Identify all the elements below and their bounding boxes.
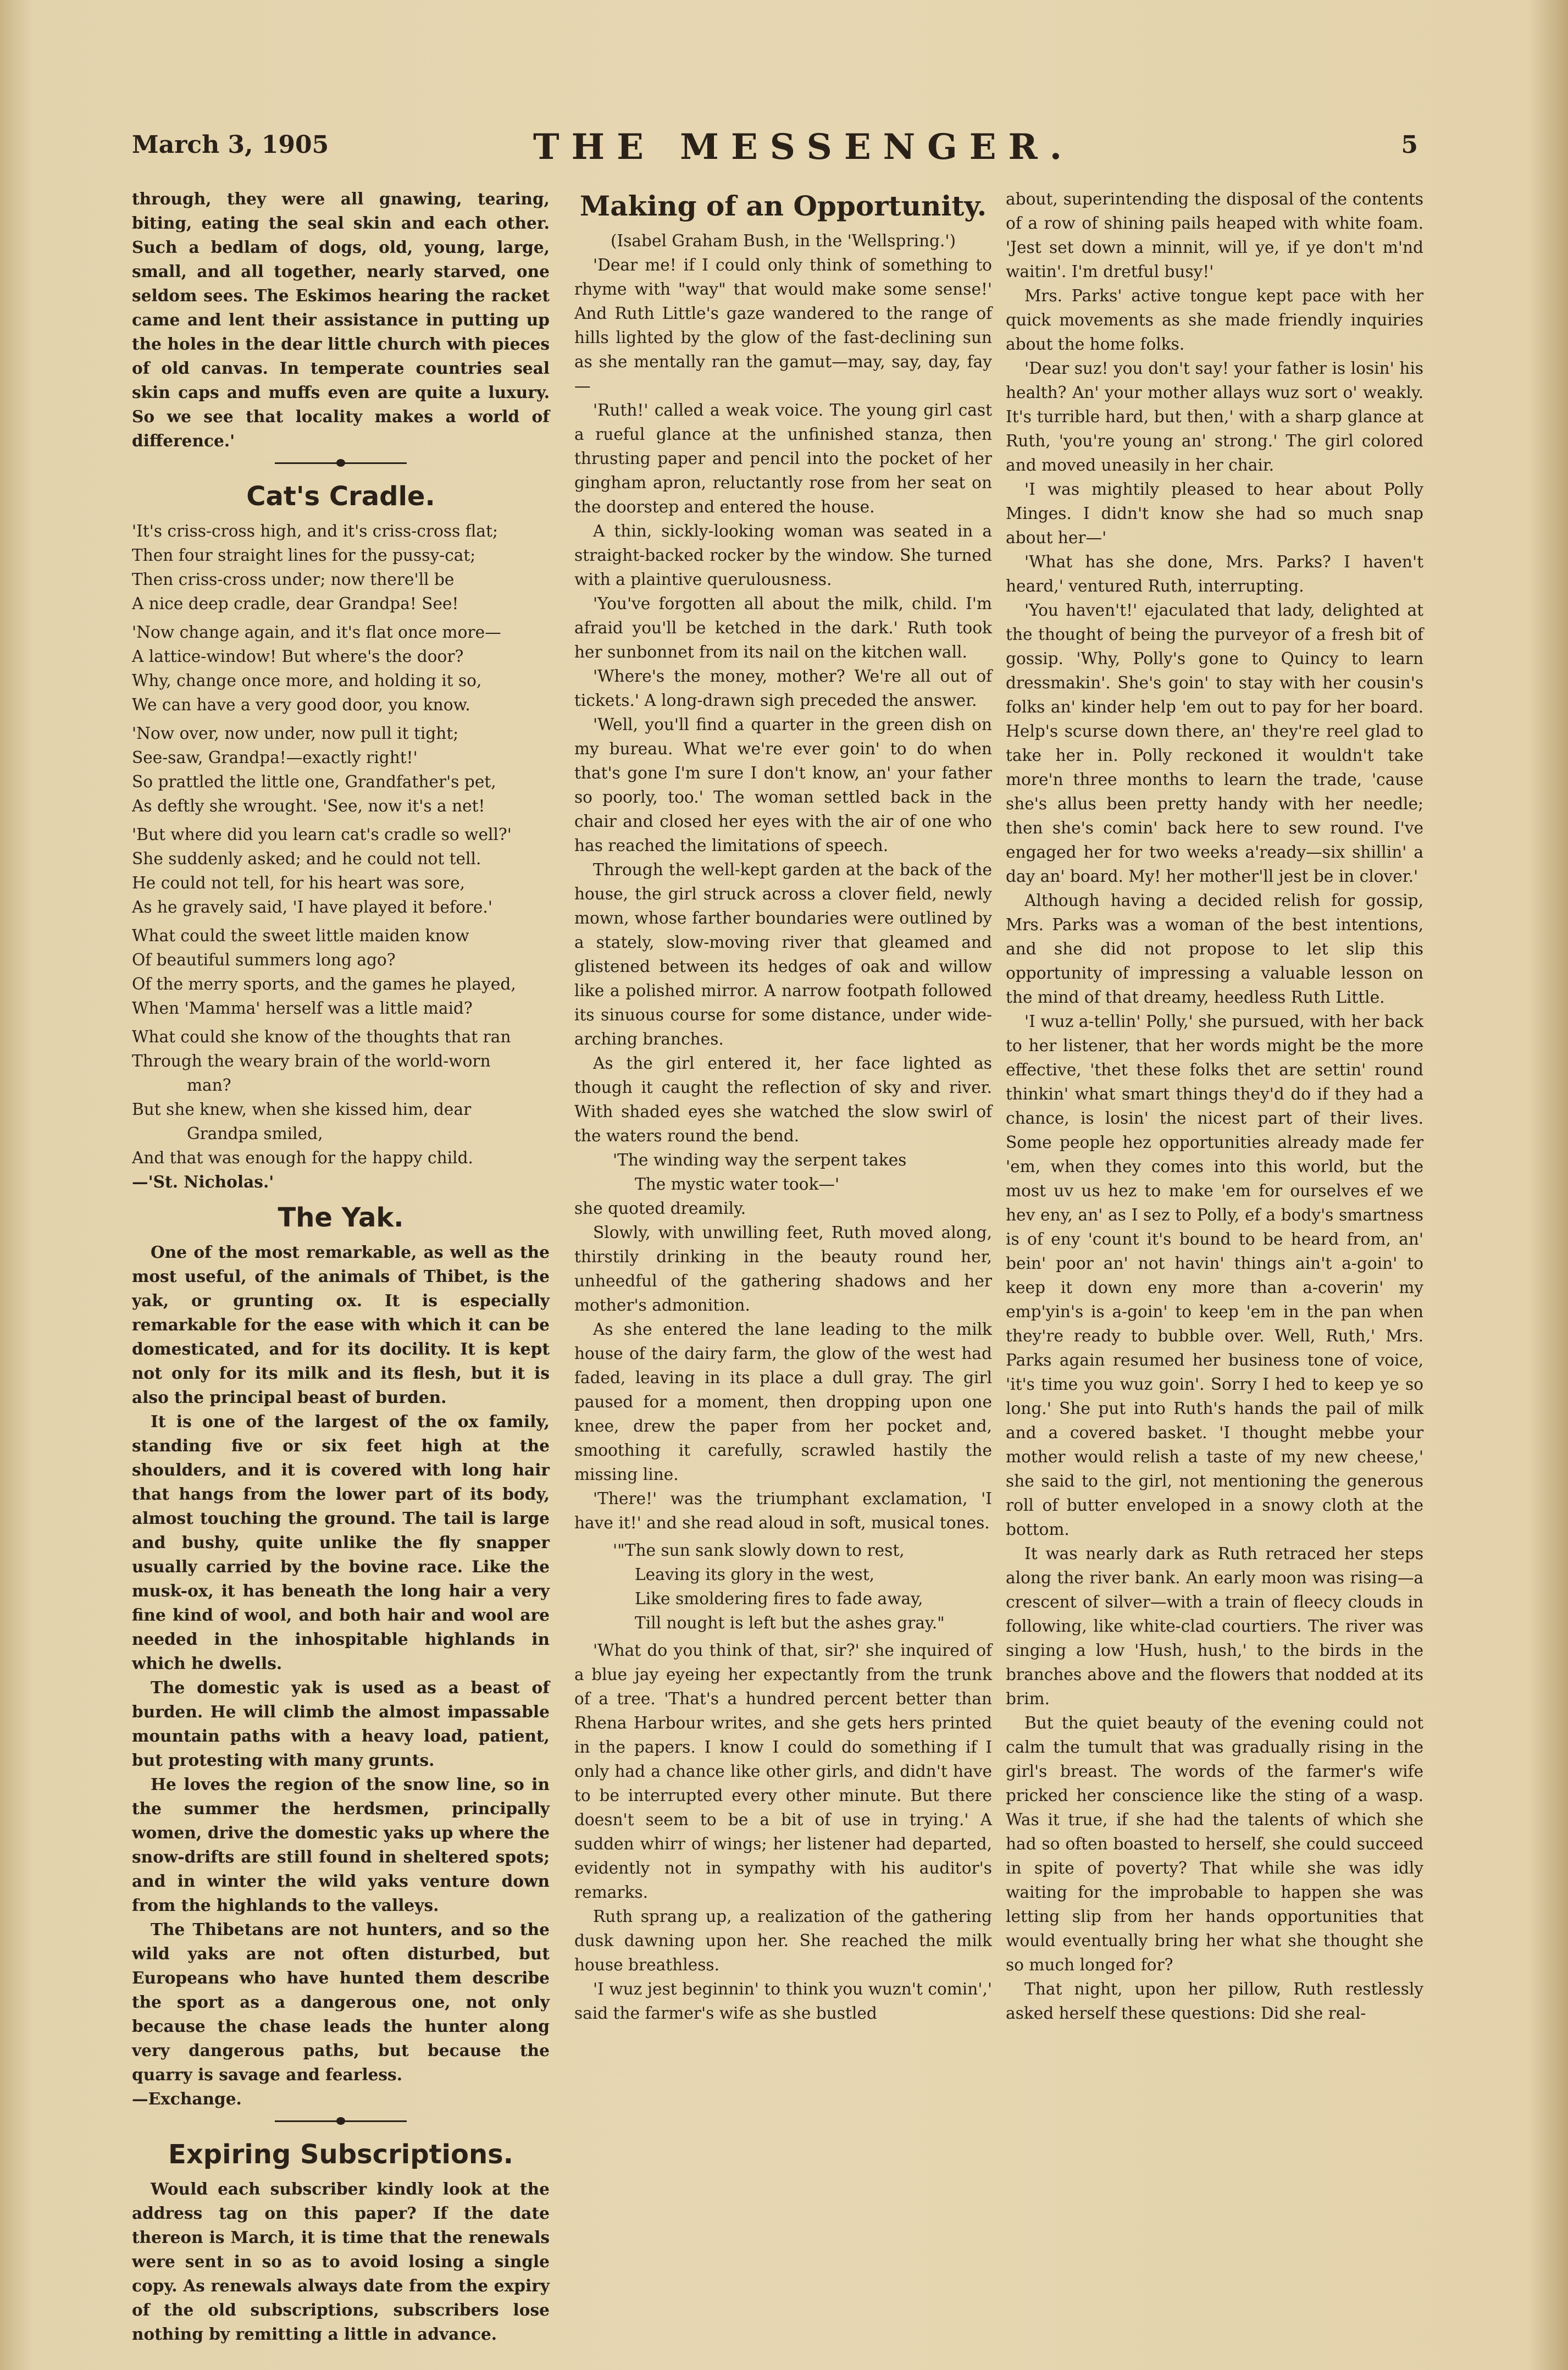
story-paragraph: 'Well, you'll find a quarter in the green dish on my bureau. What we're ever goin' to do when that's gone I'm sure I don't know, an' your father so poorly, too.' The woman settled back in the chair and closed her eyes with the air of one who has reached the limitations of speech. [574, 715, 992, 855]
verse-line: The mystic water took—' [635, 1175, 840, 1194]
poem-line: But she knew, when she kissed him, dear [132, 1100, 472, 1119]
poem-line: See-saw, Grandpa!—exactly right!' [132, 748, 418, 767]
poem-line: A lattice-window! But where's the door? [132, 647, 464, 666]
poem-line: Then four straight lines for the pussy-cat; [132, 546, 476, 565]
poem-line: As he gravely said, 'I have played it before.' [132, 898, 492, 916]
poem-line: We can have a very good door, you know. [132, 695, 470, 714]
poem-line: What could the sweet little maiden know [132, 926, 469, 945]
poem-line: When 'Mamma' herself was a little maid? [132, 999, 473, 1018]
poem-line: As deftly she wrought. 'See, now it's a net! [132, 797, 485, 815]
story-paragraph: 'Ruth!' called a weak voice. The young girl cast a rueful glance at the unfinished stanza, then thrusting paper and pencil into the pocket of her gingham apron, reluctantly rose from her seat on the doorstep and entered the house. [574, 401, 992, 516]
poem-line: What could she know of the thoughts that ran [132, 1027, 511, 1046]
story-paragraph: Slowly, with unwilling feet, Ruth moved along, thirstily drinking in the beauty round her, unheedful of the gathering shadows and her mother's admonition. [574, 1223, 992, 1314]
article-paragraph: He loves the region of the snow line, so in the summer the herdsmen, principally women, drive the domestic yaks up where the snow-drifts are still found in sheltered spots; and in winter the wild yaks venture down from the highlands to the valleys. [132, 1775, 550, 1915]
expiring-subscriptions-notice [132, 2177, 550, 2346]
poem-line: 'Now over, now under, now pull it tight; [132, 724, 459, 743]
cats-cradle-title: Cat's Cradle. [246, 481, 435, 512]
story-paragraph: Ruth sprang up, a realization of the gathering dusk dawning upon her. She reached the milk house breathless. [574, 1907, 992, 1974]
poem-line: Of the merry sports, and the games he played, [132, 975, 516, 993]
poem-line: He could not tell, for his heart was sore, [132, 874, 466, 892]
story-paragraph: As she entered the lane leading to the milk house of the dairy farm, the glow of the west had faded, leaving in its place a dull gray. The girl paused for a moment, then dropping upon one knee, drew the paper from her pocket and, smoothing it carefully, scrawled hastily the missing line. [574, 1320, 992, 1484]
section-divider [132, 453, 550, 473]
story-paragraph: 'I wuz a-tellin' Polly,' she pursued, with her back to her listener, that her words might be the more effective, 'thet these folks thet are settin' round thinkin' what smart things they'd do if they had a chance, is losin' the nicest part of their lives. Some people hez opportunities already made fer 'em, when they comes into this world, but the most uv us hez to make 'em for ourselves ef we hev eny, an' as I sez to Polly, ef a body's smartness is of eny 'count it's bound to be heard from, an' bein' poor an' not havin' things ain't a-goin' to keep it down eny more than a-coverin' my emp'yin's is a-goin' to keep 'em in the pan when they're ready to bubble over. Well, Ruth,' Mrs. Parks again resumed her business tone of voice, 'it's time you wuz goin'. Sorry I hed to keep ye so long.' She put into Ruth's hands the pail of milk and a covered basket. 'I thought mebbe your mother would relish a taste of my new cheese,' she said to the girl, not mentioning the generous roll of butter enveloped in a snowy cloth at the bottom. [1006, 1012, 1423, 1539]
story-paragraph: 'I wuz jest beginnin' to think you wuzn't comin',' said the farmer's wife as she bustled [574, 1980, 992, 2023]
story-paragraph: 'Dear me! if I could only think of something to rhyme with "way" that would make some sense!' And Ruth Little's gaze wandered to the range of hills lighted by the glow of the fast-declining sun as she mentally ran the gamut—may, say, day, fay— [574, 256, 992, 395]
story-paragraph: As the girl entered it, her face lighted as though it caught the reflection of sky and river. With shaded eyes she watched the slow swirl of the waters round the bend. [574, 1054, 992, 1145]
poem-line: Of beautiful summers long ago? [132, 951, 396, 969]
article-paragraph: One of the most remarkable, as well as the most useful, of the animals of Thibet, is the yak, or grunting ox. It is especially remarkable for the ease with which it can be domesticated, and for its docility. It is kept not only for its milk and its flesh, but it is also the principal beast of burden. [132, 1242, 550, 1407]
quoted-verse [574, 1148, 992, 1196]
story-paragraph: 'What has she done, Mrs. Parks? I haven't heard,' ventured Ruth, interrupting. [1006, 553, 1423, 595]
section-divider [132, 2111, 550, 2131]
page-number: 5 [1401, 131, 1418, 159]
poem-line: Through the weary brain of the world-worn [132, 1052, 491, 1070]
story-paragraph: Mrs. Parks' active tongue kept pace with her quick movements as she made friendly inquiries about the home folks. [1006, 286, 1423, 353]
poem-line: She suddenly asked; and he could not tell. [132, 849, 481, 868]
article-paragraph: The domestic yak is used as a beast of burden. He will climb the almost impassable mountain paths with a heavy load, patient, but protesting with many grunts. [132, 1678, 550, 1770]
verse-line: Like smoldering fires to fade away, [635, 1589, 923, 1608]
article-credit: —Exchange. [132, 2089, 242, 2108]
poem-line: Grandpa smiled, [187, 1124, 323, 1143]
poem-line: 'It's criss-cross high, and it's criss-cross flat; [132, 522, 498, 540]
column-3 [1006, 187, 1423, 2025]
poem-line: man? [187, 1076, 231, 1095]
story-paragraph: about, superintending the disposal of the contents of a row of shining pails heaped with white foam. 'Jest set down a minnit, will ye, if ye don't m'nd waitin'. I'm dretful busy!' [1006, 190, 1423, 281]
story-paragraph: 'I was mightily pleased to hear about Polly Minges. I didn't know she had so much snap about her—' [1006, 480, 1423, 547]
poem-credit: —'St. Nicholas.' [132, 1172, 274, 1191]
story-byline: (Isabel Graham Bush, in the 'Wellspring.') [610, 231, 956, 250]
story-paragraph: Through the well-kept garden at the back of the house, the girl struck across a clover field, newly mown, whose farther boundaries were outlined by a stately, slow-moving river that gleamed and glistened between its hedges of oak and willow like a polished mirror. A narrow footpath followed its sinuous course for some distance, under wide-arching branches. [574, 860, 992, 1048]
poem-line: A nice deep cradle, dear Grandpa! See! [132, 594, 459, 613]
story-paragraph: But the quiet beauty of the evening could not calm the tumult that was gradually rising in the girl's breast. The words of the farmer's wife pricked her conscience like the sting of a wasp. Was it true, if she had the talents of which she had so often boasted to herself, she could succeed in spite of poverty? That while she was idly waiting for the improbable to happen she was letting slip from her hands opportunities that would eventually bring her what she thought she so much longed for? [1006, 1714, 1423, 1974]
story-paragraph: Although having a decided relish for gossip, Mrs. Parks was a woman of the best intentions, and she did not propose to let slip this opportunity of impressing a valuable lesson on the mind of that dreamy, heedless Ruth Little. [1006, 891, 1423, 1007]
article-paragraph: The Thibetans are not hunters, and so the wild yaks are not often disturbed, but Europeans who have hunted them describe the sport as a dangerous one, not only because the chase leads the hunter along very dangerous paths, but because the quarry is savage and fearless. [132, 1920, 550, 2084]
story-paragraph: 'There!' was the triumphant exclamation, 'I have it!' and she read aloud in soft, musical tones. [574, 1489, 992, 1532]
story-paragraph: she quoted dreamily. [574, 1199, 746, 1218]
ruth-poem [574, 1538, 992, 1635]
masthead [132, 126, 1418, 176]
story-paragraph: 'You haven't!' ejaculated that lady, delighted at the thought of being the purveyor of a fresh bit of gossip. 'Why, Polly's gone to Quincy to learn dressmakin'. She's goin' to stay with her cousin's folks an' kinder help 'em out to pay for her board. Help's scurse down there, an' they're reel glad to take her in. Polly reckoned it wouldn't take more'n three months to learn the trade, 'cause she's allus been pretty handy with her needle; then she's comin' back here to sew round. I've engaged her for two weeks a'ready—six shillin' a day an' board. My! her mother'll jest be in clover.' [1006, 601, 1423, 886]
verse-line: 'The winding way the serpent takes [613, 1151, 907, 1169]
story-paragraph: That night, upon her pillow, Ruth restlessly asked herself these questions: Did she real- [1006, 1980, 1423, 2023]
poem-line: So prattled the little one, Grandfather's pet, [132, 772, 496, 791]
continued-paragraph: through, they were all gnawing, tearing, biting, eating the seal skin and each other. Such a bedlam of dogs, old, young, large, small, and all together, nearly starved, one seldom sees. The Eskimos hearing the racket came and lent their assistance in putting up the holes in the dear little church with pieces of old canvas. In temperate countries seal skin caps and muffs even are quite a luxury. So we see that locality makes a world of difference.' [132, 189, 550, 450]
story-paragraph: A thin, sickly-looking woman was seated in a straight-backed rocker by the window. She turned with a plaintive querulousness. [574, 522, 992, 589]
poem-line: And that was enough for the happy child. [132, 1148, 473, 1167]
issue-date: March 3, 1905 [132, 131, 329, 159]
yak-title: The Yak. [278, 1202, 404, 1233]
notice-paragraph: Would each subscriber kindly look at the address tag on this paper? If the date thereon is March, it is time that the renewals were sent in so as to avoid losing a single copy. As renewals always date from the expiry of the old subscriptions, subscribers lose nothing by remitting a little in advance. [132, 2179, 550, 2344]
poem-line: Then criss-cross under; now there'll be [132, 570, 455, 589]
verse-line: Till nought is left but the ashes gray." [635, 1614, 945, 1632]
story-title: Making of an Opportunity. [579, 190, 987, 222]
story-paragraph: 'You've forgotten all about the milk, child. I'm afraid you'll be ketched in the dark.' Ruth took her sunbonnet from its nail on the kitchen wall. [574, 594, 992, 661]
column-2 [574, 187, 992, 2025]
story-paragraph: 'Dear suz! you don't say! your father is losin' his health? An' your mother allays wuz sort o' weakly. It's turrible hard, but then,' with a sharp glance at Ruth, 'you're young an' strong.' The girl colored and moved uneasily in her chair. [1006, 359, 1423, 474]
newspaper-title: THE MESSENGER. [533, 126, 1074, 168]
story-paragraph: 'Where's the money, mother? We're all out of tickets.' A long-drawn sigh preceded the answer. [574, 667, 992, 710]
verse-line: Leaving its glory in the west, [635, 1565, 874, 1584]
story-paragraph: 'What do you think of that, sir?' she inquired of a blue jay eyeing her expectantly from the trunk of a tree. 'That's a hundred percent better than Rhena Harbour writes, and she gets hers printed in the papers. I know I could do something if I only had a chance like other girls, and didn't have to be interrupted every other minute. But there doesn't seem to be a bit of use in trying.' A sudden whirr of wings; her listener had departed, evidently not in sympathy with his auditor's remarks. [574, 1641, 992, 1902]
verse-line: '"The sun sank slowly down to rest, [613, 1541, 905, 1560]
yak-article [132, 1240, 550, 2111]
cats-cradle-poem [132, 519, 550, 1194]
poem-line: 'Now change again, and it's flat once more— [132, 623, 501, 642]
poem-line: Why, change once more, and holding it so, [132, 671, 482, 690]
expiring-subscriptions-title: Expiring Subscriptions. [168, 2139, 513, 2170]
article-paragraph: It is one of the largest of the ox family, standing five or six feet high at the shoulders, and it is covered with long hair that hangs from the lower part of its body, almost touching the ground. The tail is large and bushy, quite unlike the fly snapper usually carried by the bovine race. Like the musk-ox, it has beneath the long hair a very fine kind of wool, and both hair and wool are needed in the inhospitable highlands in which he dwells. [132, 1412, 550, 1673]
story-paragraph: It was nearly dark as Ruth retraced her steps along the river bank. An early moon was rising—a crescent of silver—with a train of fleecy clouds in following, like white-clad courtiers. The river was singing a low 'Hush, hush,' to the birds in the branches above and the flowers that nodded at its brim. [1006, 1544, 1423, 1708]
column-1 [132, 187, 550, 2346]
poem-line: 'But where did you learn cat's cradle so well?' [132, 825, 512, 844]
